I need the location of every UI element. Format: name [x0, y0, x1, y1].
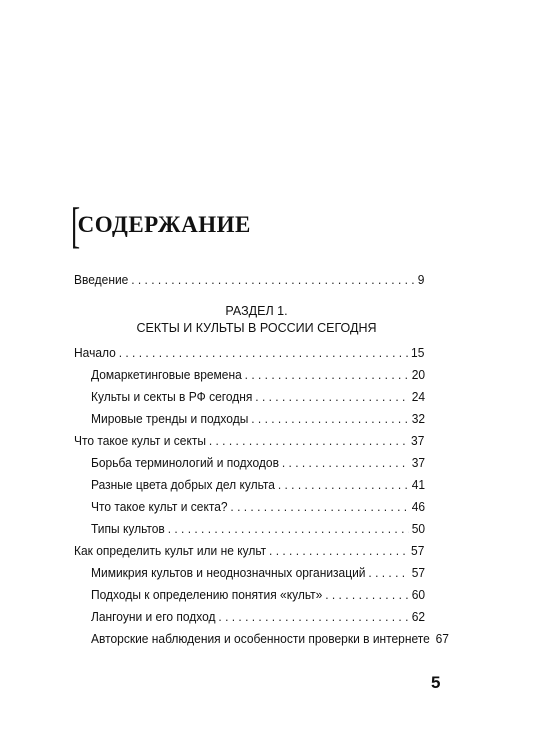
section-number: РАЗДЕЛ 1.: [225, 304, 288, 318]
heading-bracket: [: [71, 197, 81, 253]
toc-entry-page: 67: [435, 632, 449, 646]
toc-subentry[interactable]: [91, 566, 425, 581]
toc-entry-page: 24: [411, 390, 426, 404]
toc-entry-label: Что такое культ и секта?: [91, 500, 228, 514]
toc-entry-label: Борьба терминологий и подходов: [91, 456, 279, 470]
toc-subentry[interactable]: [91, 368, 425, 383]
toc-entry-label: Домаркетинговые времена: [91, 368, 242, 382]
dot-leader: [269, 544, 408, 559]
dot-leader: [368, 566, 408, 581]
toc-entry-label: Культы и секты в РФ сегодня: [91, 390, 253, 404]
page-title: СОДЕРЖАНИЕ: [77, 212, 251, 237]
toc-entry-page: 37: [411, 456, 426, 470]
toc-entry-label: Как определить культ или не культ: [74, 544, 267, 558]
toc-entry-label: Разные цвета добрых дел культа: [91, 478, 275, 492]
toc-entry[interactable]: [74, 346, 424, 361]
toc-entry-page: 62: [411, 610, 426, 624]
toc-subentry[interactable]: [91, 632, 449, 647]
toc-entry-label: Авторские наблюдения и особенности проверки в интернете: [91, 632, 430, 646]
toc-entry-label: Лангоуни и его подход: [91, 610, 216, 624]
toc-entry-label: Начало: [74, 346, 116, 360]
contents-heading: [71, 197, 251, 253]
dot-leader: [230, 500, 408, 515]
dot-leader: [282, 456, 409, 471]
toc-entry-page: 60: [411, 588, 426, 602]
toc-entry[interactable]: [74, 434, 424, 449]
toc-subentry[interactable]: [91, 588, 425, 603]
dot-leader: [131, 273, 415, 288]
dot-leader: [278, 478, 409, 493]
toc-subentry[interactable]: [91, 500, 425, 515]
toc-subentry[interactable]: [91, 456, 425, 471]
toc-entry-page: 57: [411, 566, 426, 580]
dot-leader: [168, 522, 409, 537]
toc-entry-label: Что такое культ и секты: [74, 434, 206, 448]
toc-entry-label: Мировые тренды и подходы: [91, 412, 249, 426]
dot-leader: [119, 346, 408, 361]
toc-subentry[interactable]: [91, 412, 425, 427]
toc-entry-page: 9: [417, 273, 425, 287]
dot-leader: [209, 434, 408, 449]
page-number: 5: [431, 673, 441, 692]
toc-entry-label: Типы культов: [91, 522, 165, 536]
toc-subentry[interactable]: [91, 478, 425, 493]
toc-entry-page: 37: [411, 434, 425, 448]
toc-entry-page: 15: [411, 346, 425, 360]
dot-leader: [251, 412, 409, 427]
dot-leader: [255, 390, 409, 405]
toc-subentry[interactable]: [91, 390, 425, 405]
dot-leader: [218, 610, 408, 625]
toc-entry-page: 20: [411, 368, 426, 382]
toc-entry-page: 50: [411, 522, 426, 536]
toc-entry[interactable]: [74, 544, 424, 559]
dot-leader: [325, 588, 409, 603]
toc-subentry[interactable]: [91, 522, 425, 537]
toc-entry-label: Введение: [74, 273, 129, 287]
section-title: СЕКТЫ И КУЛЬТЫ В РОССИИ СЕГОДНЯ: [136, 321, 377, 335]
toc-entry-intro[interactable]: [74, 273, 424, 288]
toc-subentry[interactable]: [91, 610, 425, 625]
toc-entry-page: 46: [411, 500, 426, 514]
toc-entry-label: Подходы к определению понятия «культ»: [91, 588, 323, 602]
toc-entry-page: 57: [411, 544, 425, 558]
toc-entry-label: Мимикрия культов и неоднозначных организаций: [91, 566, 366, 580]
dot-leader: [245, 368, 409, 383]
toc-entry-page: 41: [411, 478, 426, 492]
toc-entry-page: 32: [411, 412, 426, 426]
